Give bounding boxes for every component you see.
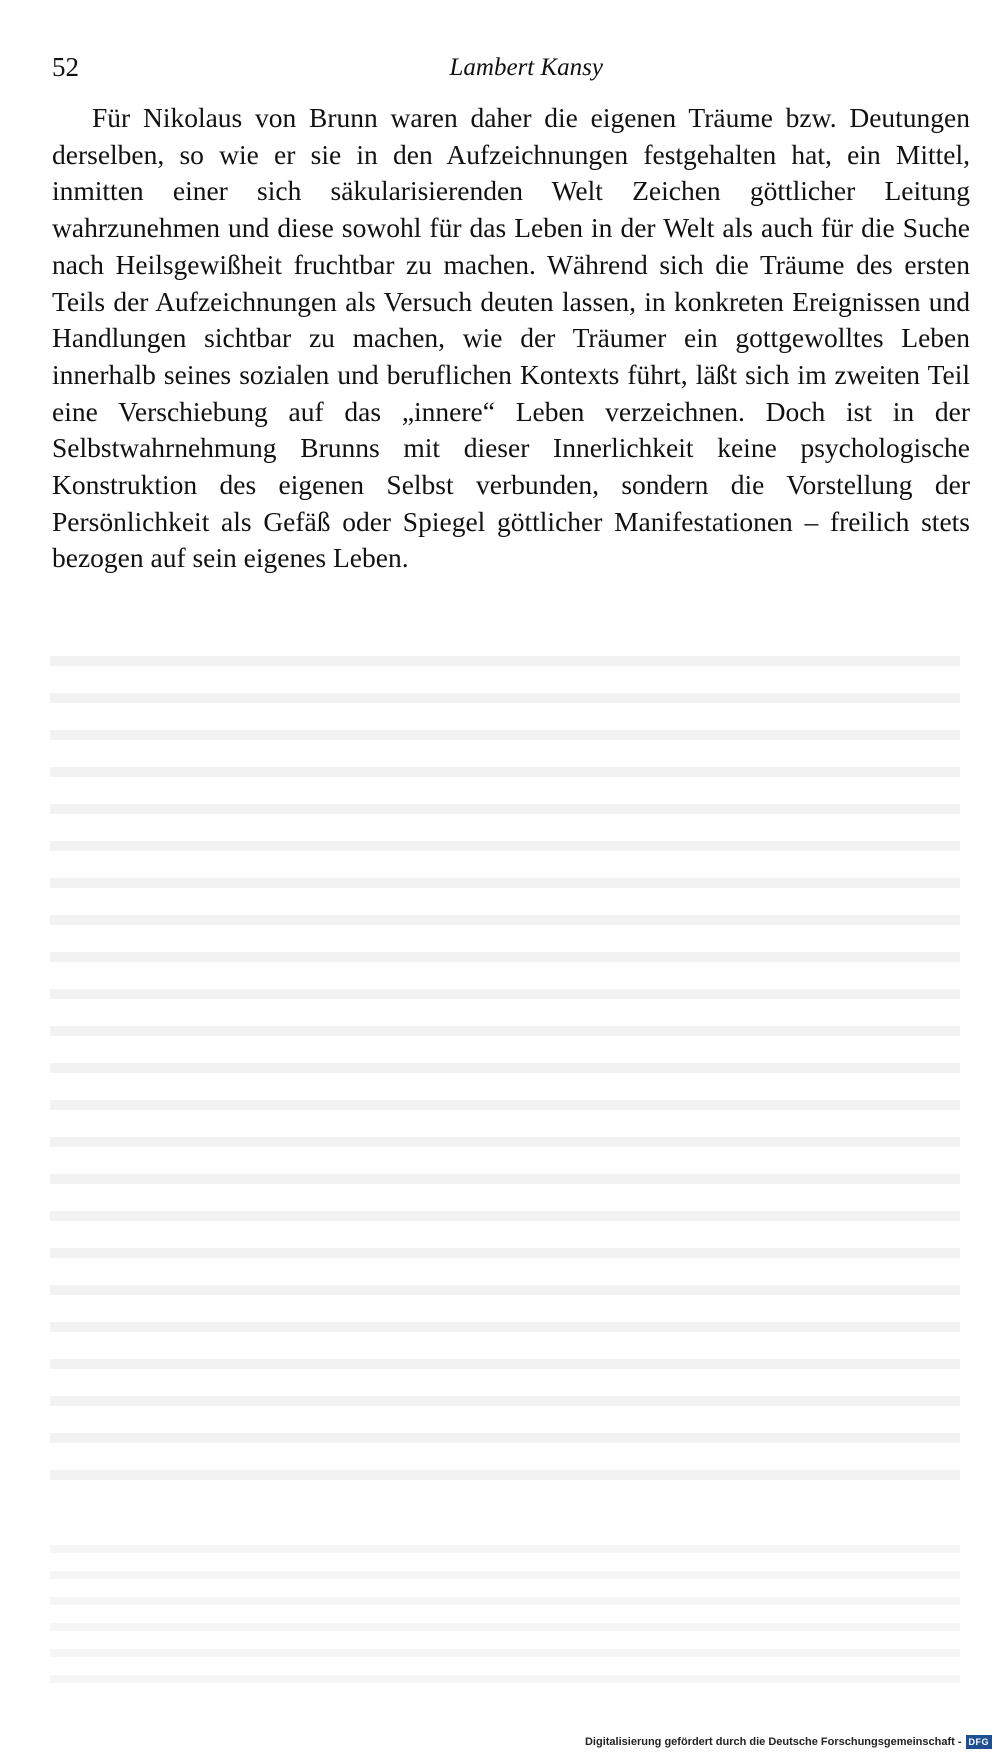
page-header bbox=[52, 52, 603, 92]
paragraph: Für Nikolaus von Brunn waren daher die eigenen Träume bzw. Deutungen derselben, so wie er sie in den Aufzeichnungen festgehalten hat, ein Mittel, inmitten einer sich säkularisierenden Welt Zeichen göttlicher Leitung wahrzunehmen und diese sowohl für das Leben in der Welt als auch für die Suche nach Heilsgewißheit fruchtbar zu machen. Während sich die Träume des ersten Teils der Aufzeichnungen als Versuch deuten lassen, in konkreten Ereignissen und Handlungen sichtbar zu machen, wie der Träumer ein gottgewolltes Leben innerhalb seines sozialen und beruflichen Kontexts führt, läßt sich im zweiten Teil eine Verschiebung auf das „innere“ Leben verzeichnen. Doch ist in der Selbstwahrnehmung Brunns mit dieser Innerlichkeit keine psychologische Konstruktion des eigenen Selbst verbunden, sondern die Vorstellung der Persönlichkeit als Gefäß oder Spiegel göttlicher Manifestationen – freilich stets bezogen auf sein eigenes Leben. bbox=[52, 102, 970, 574]
show-through-text bbox=[50, 640, 960, 1500]
body-text bbox=[52, 100, 970, 577]
page-number: 52 bbox=[52, 52, 79, 82]
dfg-logo-icon: DFG bbox=[966, 1735, 993, 1749]
digitization-credit: Digitalisierung gefördert durch die Deutsche Forschungsgemeinschaft - bbox=[584, 1736, 962, 1748]
show-through-footnotes bbox=[50, 1535, 960, 1685]
running-head-author: Lambert Kansy bbox=[449, 54, 603, 81]
digitization-footer bbox=[585, 1735, 992, 1749]
